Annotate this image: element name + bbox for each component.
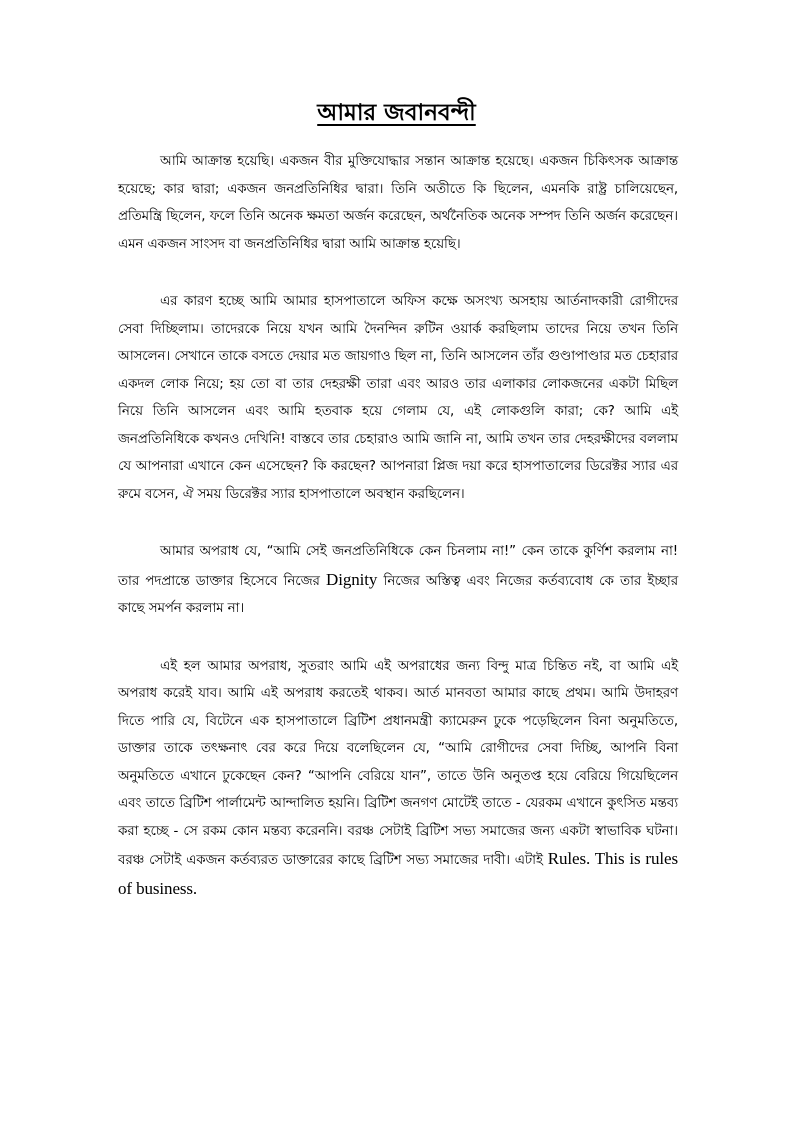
document-body [118, 148, 678, 934]
paragraph-3-latin-term: Dignity [326, 569, 378, 589]
paragraph-3-text-after: নিজের অস্তিত্ব এবং নিজের কর্তব্যবোধ কে তার ইচ্ছার কাছে সমর্পন করলাম না। [118, 573, 678, 616]
document-title: আমার জবানবন্দী [317, 100, 476, 126]
paragraph-4-latin-text: Rules. This is rules of business. [118, 849, 678, 898]
paragraph-4-text-before: এই হল আমার অপরাধ, সুতরাং আমি এই অপরাধের জন্য বিন্দু মাত্র চিন্তিত নই, বা আমি এই অপরাধ করেই যাব। আমি এই অপরাধ করতেই থাকব। আর্ত মানবতা আমার কাছে প্রথম। আমি উদাহরণ দিতে পারি যে, বিটেনে এক হাসপাতালে ব্রিটিশ প্রধানমন্ত্রী ক্যামেরুন ঢুকে পড়েছিলেন বিনা অনুমতিতে, ডাক্তার তাকে তৎক্ষনাৎ বের করে দিয়ে বলেছিলেন যে, “আমি রোগীদের সেবা দিচ্ছি, আপনি বিনা অনুমতিতে এখানে ঢুকেছেন কেন? “আপনি বেরিয়ে যান”, তাতে উনি অনুতপ্ত হয়ে বেরিয়ে গিয়েছিলেন এবং তাতে ব্রিটিশ পার্লামেন্ট আন্দালিত হয়নি। ব্রিটিশ জনগণ মোটেই তাতে - যেরকম এখানে কুৎসিত মন্তব্য করা হচ্ছে - সে রকম কোন মন্তব্য করেননি। বরঞ্চ সেটাই ব্রিটিশ সভ্য সমাজের জন্য একটা স্বাভাবিক ঘটনা। বরঞ্চ সেটাই একজন কর্তব্যরত ডাক্তারের কাছে ব্রিটিশ সভ্য সমাজের দাবী। এটাই [118, 658, 678, 868]
paragraph-4 [118, 653, 678, 905]
paragraph-2: এর কারণ হচ্ছে আমি আমার হাসপাতালে অফিস কক্ষে অসংখ্য অসহায় আর্তনাদকারী রোগীদের সেবা দিচ্ছিলাম। তাদেরকে নিয়ে যখন আমি দৈনন্দিন রুটিন ওয়ার্ক করছিলাম তাদের নিয়ে তখন তিনি আসলেন। সেখানে তাকে বসতে দেয়ার মত জায়গাও ছিল না, তিনি আসলেন তাঁর গুণ্ডাপাণ্ডার মত চেহারার একদল লোক নিয়ে; হয় তো বা তার দেহরক্ষী তারা এবং আরও তার এলাকার লোকজনের একটা মিছিল নিয়ে তিনি আসলেন এবং আমি হতবাক হয়ে গেলাম যে, এই লোকগুলি কারা; কে? আমি এই জনপ্রতিনিধিকে কখনও দেখিনি! বাস্তবে তার চেহারাও আমি জানি না, আমি তখন তার দেহরক্ষীদের বললাম যে আপনারা এখানে কেন এসেছেন? কি করছেন? আপনারা প্লিজ দয়া করে হাসপাতালের ডিরেক্টর স্যার এর রুমে বসেন, ঐ সময় ডিরেক্টর স্যার হাসপাতালে অবস্থান করছিলেন। [118, 294, 678, 502]
paragraph-1: আমি আক্রান্ত হয়েছি। একজন বীর মুক্তিযোদ্ধার সন্তান আক্রান্ত হয়েছে। একজন চিকিৎসক আক্রান্ত হয়েছে; কার দ্বারা; একজন জনপ্রতিনিধির দ্বারা। তিনি অতীতে কি ছিলেন, এমনকি রাষ্ট্র চালিয়েছেন, প্রতিমন্ত্রি ছিলেন, ফলে তিনি অনেক ক্ষমতা অর্জন করেছেন, অর্থনৈতিক অনেক সম্পদ তিনি অর্জন করেছেন। এমন একজন সাংসদ বা জনপ্রতিনিধির দ্বারা আমি আক্রান্ত হয়েছি। [118, 154, 678, 252]
paragraph-3-text-before: আমার অপরাধ যে, “আমি সেই জনপ্রতিনিধিকে কেন চিনলাম না!” কেন তাকে কুর্ণিশ করলাম না! তার পদপ্রান্তে ডাক্তার হিসেবে নিজের [118, 544, 678, 589]
paragraph-3 [118, 538, 678, 623]
